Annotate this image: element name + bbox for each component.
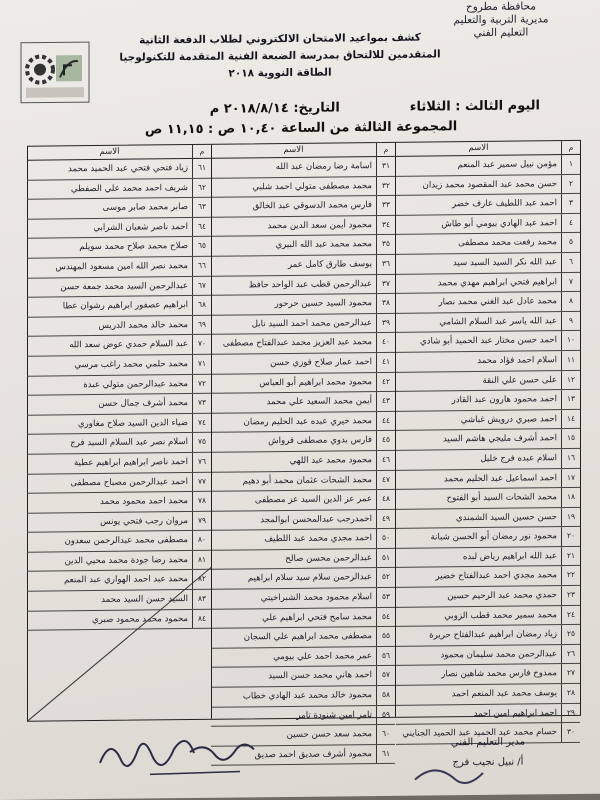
- student-name: تامر امين شنودة تامر: [296, 709, 372, 721]
- row-number: ٨١: [192, 551, 211, 570]
- table-row: [27, 433, 211, 455]
- table-row: [396, 645, 580, 667]
- table-row: [211, 686, 395, 708]
- row-number: ٧١: [192, 355, 211, 374]
- title-line-1: كشف بمواعيد الامتحان الالكتروني لطلاب الدفعة الثانية: [139, 31, 421, 47]
- row-number: ٦١: [376, 745, 395, 764]
- row-number: ١٩: [561, 508, 580, 527]
- table-row: [27, 511, 211, 533]
- table-row: [211, 274, 395, 296]
- row-number: ١٣: [561, 390, 580, 409]
- row-number: ٤٨: [376, 490, 395, 509]
- student-name: احمد عبدالرحمن مصباح مصطفى: [70, 476, 188, 488]
- row-number: ٤: [561, 214, 580, 233]
- student-name: محمد محمد عبد الله البيري: [275, 239, 372, 251]
- header-name: الاسم: [99, 146, 120, 157]
- table-row: [211, 372, 395, 394]
- row-number: ٩: [561, 312, 580, 331]
- table-row: [211, 490, 395, 512]
- row-number: ٤٤: [376, 412, 395, 431]
- row-number: ٥٢: [376, 568, 395, 587]
- table-row: [396, 370, 580, 392]
- table-row: [211, 353, 395, 375]
- table-row: [211, 470, 395, 492]
- table-row: [27, 453, 211, 475]
- row-number: ٣٤: [376, 216, 395, 235]
- student-name: احمد ناصر شعبان الشرابي: [93, 221, 188, 233]
- row-number: ٥٠: [376, 529, 395, 548]
- header-number: م: [376, 143, 395, 156]
- student-name: عبدالرحمن محمد سليمان محمود: [440, 649, 557, 661]
- table-row: [211, 647, 395, 669]
- table-row: [396, 253, 580, 275]
- student-name: مصطفى محمد ابراهيم علي السجان: [243, 631, 372, 643]
- manager-name: أ/ نبيل نجيب فرج: [452, 756, 524, 769]
- table-row: [396, 233, 580, 255]
- student-name: عبد السلام حمدي عوض سعد الله: [69, 339, 188, 351]
- table-row: [27, 472, 211, 494]
- row-number: ٦٤: [192, 218, 211, 237]
- row-number: ٢٧: [561, 664, 580, 683]
- table-row: [27, 374, 211, 396]
- empty-cells-strike: [28, 567, 212, 721]
- row-number: ٤٩: [376, 510, 395, 529]
- table-row: [27, 296, 211, 318]
- table-row: [396, 508, 580, 530]
- table-row: [27, 414, 211, 436]
- table-row: [396, 155, 580, 177]
- table-row: [396, 292, 580, 314]
- table-row: [27, 218, 211, 240]
- student-name: يوسف محمد عبد المنعم احمد: [451, 688, 557, 700]
- table-row: [211, 176, 395, 198]
- row-number: ٧٨: [192, 492, 211, 511]
- row-number: ٢٩: [561, 704, 580, 723]
- student-name: على حسن علي النقة: [482, 374, 557, 386]
- table-row: [211, 333, 395, 355]
- student-name: السيد حسن السيد محمد: [101, 594, 188, 606]
- row-number: ٤٧: [376, 470, 395, 489]
- row-number: ١٧: [561, 468, 580, 487]
- student-name: اسامة رضا رمضان عبد الله: [275, 161, 372, 173]
- row-number: ١: [561, 155, 580, 174]
- row-number: ٢: [561, 175, 580, 194]
- student-name: احمد ابراهيم امين احمد: [473, 707, 557, 719]
- row-number: ٣٢: [376, 176, 395, 195]
- table-row: [27, 394, 211, 416]
- row-number: ٨٠: [192, 531, 211, 550]
- student-name: محمود محمد محمود صبري: [92, 613, 188, 625]
- governorate-line: محافظة مطروح: [465, 0, 537, 14]
- table-row: [396, 312, 580, 334]
- table-row: [211, 255, 395, 277]
- row-number: ٥٣: [376, 588, 395, 607]
- table-row: [27, 531, 211, 553]
- student-name: محمد سعد حسن حسين: [286, 729, 372, 741]
- row-number: ٧٢: [192, 374, 211, 393]
- student-name: محمد رضا جودة محمد محيي الدين: [64, 554, 188, 567]
- row-number: ١٤: [561, 410, 580, 429]
- row-number: ٧٣: [192, 394, 211, 413]
- student-name: عبدالرحمن السيد محمد جمعة حسن: [60, 280, 188, 292]
- student-name: محمود خالد محمد عبد الهادي خطاب: [242, 690, 372, 702]
- row-number: ٨٣: [192, 590, 211, 609]
- table-row: [211, 314, 395, 336]
- student-name: احمدرجب عبدالمحسن ابوالمجد: [260, 513, 372, 525]
- row-number: ٤٦: [376, 451, 395, 470]
- student-name: احمد عبد اللطيف عارف خضر: [451, 198, 557, 210]
- exam-day-line: [70, 98, 540, 118]
- exam-group: المجموعة الثالثة من الساعة ١٠,٤٠ ص : ١١,١٥ ص: [144, 119, 458, 138]
- table-row: [211, 666, 395, 688]
- student-name: مؤمن نبيل سمير عبد المنعم: [457, 159, 557, 171]
- student-name: احمد هاني محمد حسن السيد: [268, 670, 372, 682]
- row-number: ٢٤: [561, 606, 580, 625]
- row-number: ٣٦: [376, 255, 395, 274]
- table-row: [211, 588, 395, 610]
- header-number: م: [192, 145, 211, 158]
- table-row: [27, 276, 211, 298]
- table-row: [396, 175, 580, 197]
- table-row: [27, 335, 211, 357]
- table-row: [396, 625, 580, 647]
- table-row: [211, 196, 395, 218]
- student-name: شريف احمد محمد علي الصفطي: [70, 182, 188, 194]
- table-row: [27, 159, 211, 181]
- student-name: احمد ناصر ابراهيم ابراهيم عطية: [73, 456, 188, 469]
- row-number: ٥١: [376, 549, 395, 568]
- row-number: ١٨: [561, 488, 580, 507]
- exam-date: التاريخ: ٢٠١٨/٨/١٤ م: [209, 100, 340, 117]
- student-name: عمر عز الدين السيد عز مصطفى: [254, 494, 372, 506]
- student-name: محمود محمد عبد اللهي: [289, 455, 372, 466]
- student-name: محمد عبدالرحمن متولي عبدة: [83, 378, 188, 390]
- table-row: [396, 664, 580, 686]
- row-number: ٥٧: [376, 666, 395, 685]
- table-row: [396, 449, 580, 471]
- student-name: محمد مصطفى متولي احمد شلبي: [252, 180, 372, 192]
- student-name: محمود أيمن سعد الدين محمد: [267, 219, 372, 231]
- row-number: ٥: [561, 233, 580, 252]
- row-number: ١٥: [561, 429, 580, 448]
- row-number: ٢٠: [561, 527, 580, 546]
- student-name: محمود أشرف صديق احمد صديق: [254, 748, 372, 761]
- student-name: مصطفى محمد عبدالرحمن سعدون: [64, 535, 188, 547]
- row-number: ٦١: [192, 159, 211, 178]
- title-line-3: الطاقة النووية ٢٠١٨: [228, 66, 332, 80]
- directorate-line: مديرية التربية والتعليم: [453, 13, 549, 27]
- student-name: أيمن محمد السعيد علي محمد: [266, 396, 372, 408]
- student-name: عمر محمد احمد علي بيومي: [273, 650, 372, 662]
- table-row: [211, 431, 395, 453]
- student-name: عبدالرحمن سلام سيد سلام ابراهيم: [247, 572, 372, 584]
- student-name: احمد حسن مختار عبد الحميد أبو شادي: [419, 335, 557, 347]
- department-line: التعليم الفني: [473, 26, 529, 40]
- student-name: احمد محمود هارون عبد القادر: [451, 394, 557, 406]
- row-number: ٧٥: [192, 433, 211, 452]
- student-name: احمد اسماعيل عبد الحليم محمد: [443, 472, 557, 484]
- table-row: [396, 272, 580, 294]
- row-number: ٣: [561, 194, 580, 213]
- student-name: احمد عمار صلاح فوزي حسن: [270, 357, 372, 369]
- student-name: عبد الله ياسر عبد السلام الشامي: [439, 315, 557, 328]
- student-name: ضياء الدين السيد صلاح مغاوري: [77, 417, 188, 429]
- student-name: محمد أشرف جمال حسن: [98, 398, 188, 410]
- row-number: ٧٤: [192, 414, 211, 433]
- row-number: ٣١: [376, 157, 395, 176]
- table-row: [211, 549, 395, 571]
- row-number: ٦٨: [192, 296, 211, 315]
- table-row: [211, 157, 395, 179]
- table-row: [396, 566, 580, 588]
- row-number: ٨٤: [192, 609, 211, 628]
- row-number: ٣٧: [376, 274, 395, 293]
- row-number: ٦٣: [192, 198, 211, 217]
- student-name: محمد مجدي احمد عبدالفتاح خضير: [435, 570, 557, 582]
- table-row: [211, 451, 395, 473]
- table-row: [396, 606, 580, 628]
- row-number: ٢١: [561, 547, 580, 566]
- row-number: ٧٠: [192, 335, 211, 354]
- student-name: عبد الله نكر السيد السيد سيد: [452, 257, 557, 269]
- student-name: محمود نور رمضان أبو الحسن شبانة: [430, 531, 557, 543]
- student-name: محمد سامح فتحي ابراهيم علي: [262, 611, 372, 623]
- table-row: [211, 608, 395, 630]
- student-name: زياد فتحي فتحي عبد الحميد محمد: [68, 163, 188, 175]
- row-number: ٥٤: [376, 608, 395, 627]
- student-name: احمد أشرف مليجي هاشم السيد: [443, 433, 557, 445]
- row-number: ١١: [561, 351, 580, 370]
- student-name: محمد عبد احمد الهواري عبد المنعم: [63, 574, 188, 586]
- table-row: [27, 492, 211, 514]
- row-number: ٤٥: [376, 431, 395, 450]
- table-row: [211, 568, 395, 590]
- student-name: محمد خالد محمد الدريس: [98, 319, 188, 331]
- document-title: [100, 29, 460, 84]
- table-row: [396, 390, 580, 412]
- table-row: [396, 331, 580, 353]
- table-row: [396, 684, 580, 706]
- table-row: [396, 214, 580, 236]
- table-row: [396, 429, 580, 451]
- row-number: ٧٦: [192, 453, 211, 472]
- table-row: [396, 194, 580, 216]
- student-name: صابر محمد صابر موسى: [102, 202, 188, 214]
- student-name: محمد احمد محمود محمد: [99, 496, 188, 508]
- row-number: ١٠: [561, 331, 580, 350]
- manager-block: [428, 732, 548, 773]
- student-name: محمد الشحات عثمان محمد أبو دهيم: [242, 474, 372, 486]
- row-number: ٥٦: [376, 647, 395, 666]
- row-number: ٢٣: [561, 586, 580, 605]
- table-row: [211, 216, 395, 238]
- table-column-2: [211, 143, 396, 761]
- student-name: محمد حلمي محمد راغب مرسي: [74, 358, 188, 371]
- student-name: احمد مجدي محمد عبد اللطيف: [264, 533, 372, 545]
- table-row: [396, 527, 580, 549]
- student-name: احمد صبري درويش غباشي: [460, 413, 557, 425]
- manager-title: مدير التعليم الفني: [450, 736, 526, 749]
- student-name: عبدالرحمن محسن صالح: [285, 552, 372, 564]
- row-number: ٦٠: [376, 725, 395, 744]
- header-name: الاسم: [468, 142, 489, 154]
- row-number: ١٦: [561, 449, 580, 468]
- student-name: محمد عادل عبد الغني محمد نصار: [438, 296, 557, 308]
- row-number: ٢٨: [561, 684, 580, 703]
- student-name: محمد سمير محمد قطب الزوبي: [444, 609, 557, 622]
- table-row: [27, 237, 211, 259]
- row-number: ٨: [561, 292, 580, 311]
- student-name: فارس بدوي مصطفى قرواش: [268, 435, 372, 447]
- table-row: [211, 510, 395, 532]
- student-name: محمود السيد حسين حرحور: [274, 298, 372, 310]
- row-number: ٦: [561, 253, 580, 272]
- student-name: محمد نصر الله امين مسعود المهندس: [55, 260, 188, 273]
- student-name: محمد خيري عبده عبد الحليم رمضان: [243, 415, 372, 428]
- table-row: [211, 529, 395, 551]
- row-number: ٥٩: [376, 705, 395, 724]
- directorate-logo: [20, 41, 90, 104]
- student-name: حسام محمد عبد الحميد عبد الحميد الجنايني: [402, 727, 557, 740]
- table-row: [27, 178, 211, 200]
- table-column-1: [396, 141, 580, 740]
- table-row: [396, 410, 580, 432]
- student-name: فارس محمد الدسوقي عبد الخالق: [252, 200, 372, 212]
- table-row: [211, 412, 395, 434]
- student-name: مروان رجب فتحي يونس: [100, 515, 188, 527]
- row-number: ٤٠: [376, 333, 395, 352]
- student-name: احمد عبد الهادي بيومي أبو طاش: [441, 217, 557, 230]
- student-name: اسلام محمود محمد الشبراخيتي: [260, 592, 372, 604]
- table-row: [27, 198, 211, 220]
- row-number: ٣٥: [376, 235, 395, 254]
- row-number: ٧: [561, 272, 580, 291]
- row-number: ٦٧: [192, 276, 211, 295]
- table-row: [211, 294, 395, 316]
- row-number: ٢٦: [561, 645, 580, 664]
- student-name: عبد الله ابراهيم رياض لبده: [462, 551, 557, 563]
- row-number: ٢٢: [561, 566, 580, 585]
- student-name: صلاح محمد صلاح محمد سويلم: [79, 241, 188, 253]
- row-number: ٣٠: [561, 723, 580, 742]
- table-row: [211, 627, 395, 649]
- student-name: اسلام احمد فؤاد محمد: [477, 355, 557, 366]
- table-row: [27, 355, 211, 377]
- student-name: حمدي محمد عبد الرحيم حسين: [447, 590, 557, 602]
- row-number: ٤٢: [376, 372, 395, 391]
- student-name: زياد رمضان ابراهيم عبدالفتاح حريرة: [429, 629, 557, 641]
- student-name: ممدوح فارس محمد شاهين نصار: [441, 668, 557, 680]
- exam-day: اليوم الثالث : الثلاثاء: [409, 98, 540, 115]
- title-line-2: المتقدمين للالتحاق بمدرسة الضبعة الفنية المتقدمة للتكنولوجيا: [119, 48, 441, 64]
- table-row: [396, 351, 580, 373]
- row-number: ٤١: [376, 353, 395, 372]
- table-row: [211, 392, 395, 414]
- row-number: ٦٩: [192, 316, 211, 335]
- header-name: الاسم: [283, 144, 304, 156]
- row-number: ٦٢: [192, 178, 211, 197]
- row-number: ٥٥: [376, 627, 395, 646]
- row-number: ٣٣: [376, 196, 395, 215]
- row-number: ٦٥: [192, 237, 211, 256]
- table-row: [27, 257, 211, 279]
- student-name: حسن حسين السيد الشمندي: [455, 511, 557, 523]
- student-name: ابراهيم عصفور ابراهيم رشوان عطا: [62, 300, 188, 312]
- student-name: محمد الشحات السيد أبو الفتوح: [446, 492, 557, 504]
- student-name: اسلام عبده فرج خليل: [480, 453, 557, 464]
- student-name: يوسف طارق كامل عمر: [287, 259, 372, 270]
- row-number: ٢٥: [561, 625, 580, 644]
- row-number: ٧٧: [192, 472, 211, 491]
- student-name: ابراهيم فتحي ابراهيم مهدي محمد: [437, 276, 557, 288]
- student-name: حسن محمد عبد المقصود محمد زيدان: [422, 178, 557, 191]
- table-row: [27, 316, 211, 338]
- row-number: ٧٩: [192, 511, 211, 530]
- table-row: [396, 468, 580, 490]
- student-name: عبدالرحمن قطب عبد الواحد حافظ: [248, 278, 372, 290]
- table-row: [396, 488, 580, 510]
- student-name: اسلام نصر عبد السلام السيد فرج: [70, 437, 188, 449]
- student-name: عبدالرحمن محمد احمد السيد نابل: [251, 317, 372, 330]
- table-row: [211, 235, 395, 257]
- row-number: ٦٦: [192, 257, 211, 276]
- row-number: ٣٨: [376, 294, 395, 313]
- row-number: ٣٩: [376, 314, 395, 333]
- student-name: محمد عبد العزيز محمد عبدالفتاح مصطفى: [222, 337, 372, 350]
- row-number: ٤٣: [376, 392, 395, 411]
- row-number: ٥٨: [376, 686, 395, 705]
- header-number: م: [561, 141, 580, 154]
- student-name: محمد رفعت محمد مصطفى: [458, 237, 557, 249]
- row-number: ١٢: [561, 370, 580, 389]
- student-name: محمود محمد ابراهيم أبو العباس: [259, 376, 372, 388]
- table-row: [396, 547, 580, 569]
- table-row: [396, 586, 580, 608]
- row-number: ٨٢: [192, 570, 211, 589]
